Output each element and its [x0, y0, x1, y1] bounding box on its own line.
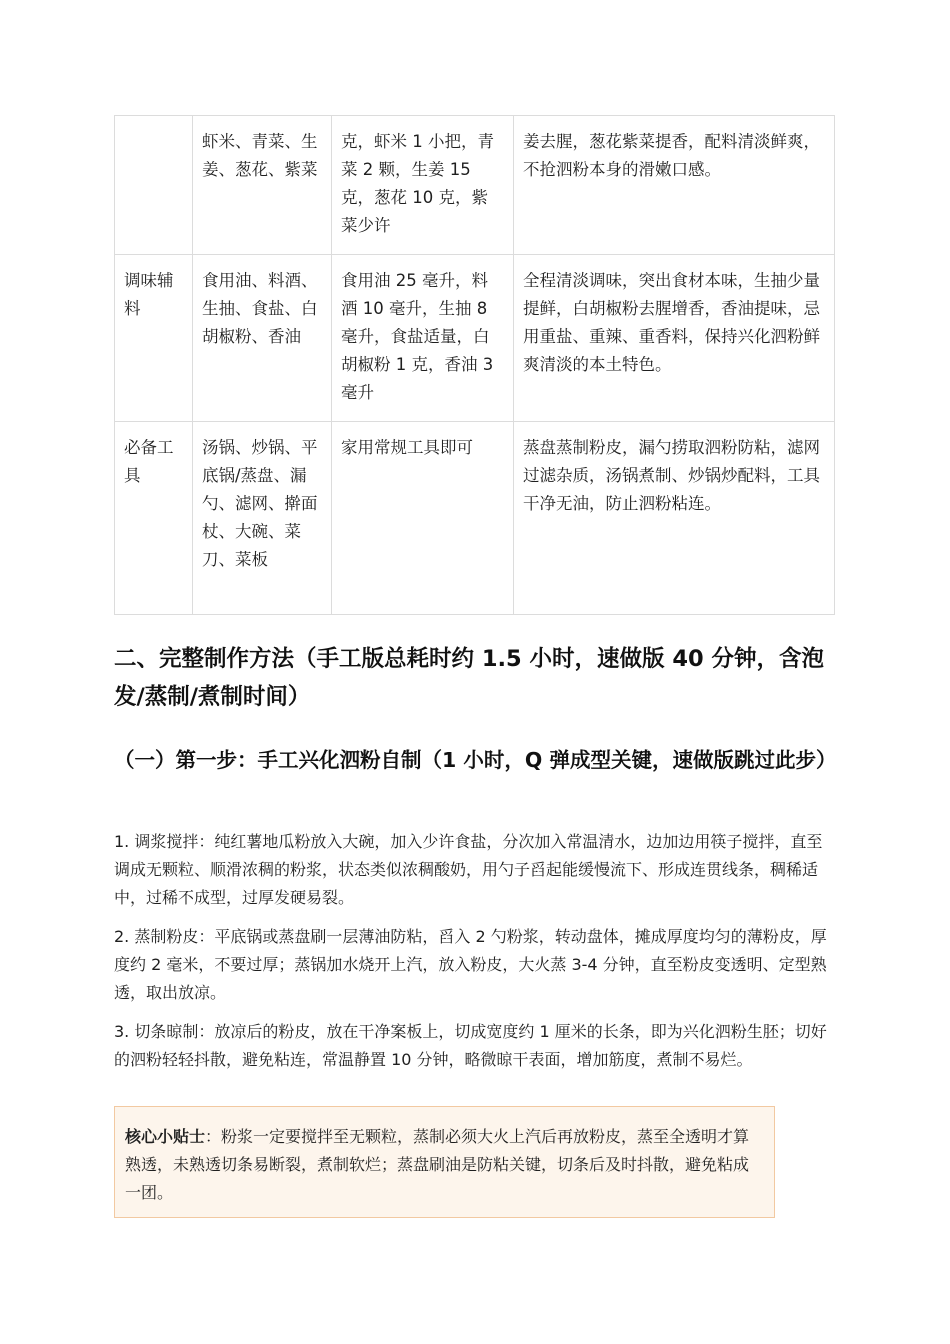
table-cell-category: 必备工具	[115, 422, 193, 615]
ingredients-table	[114, 115, 835, 615]
step-list	[114, 828, 838, 1085]
tip-label: 核心小贴士	[125, 1127, 206, 1146]
table-cell-note: 蒸盘蒸制粉皮，漏勺捞取泗粉防粘，滤网过滤杂质，汤锅煮制、炒锅炒配料，工具干净无油，防止泗粉粘连。	[514, 422, 835, 615]
step-item: 2. 蒸制粉皮：平底锅或蒸盘刷一层薄油防粘，舀入 2 勺粉浆，转动盘体，摊成厚度均匀的薄粉皮，厚度约 2 毫米，不要过厚；蒸锅加水烧开上汽，放入粉皮，大火蒸 3-4 分钟，直至粉皮变透明、定型熟透，取出放凉。	[114, 927, 827, 1002]
table-cell-amount: 家用常规工具即可	[332, 422, 514, 615]
table-row	[115, 116, 835, 255]
table-cell-note: 姜去腥，葱花紫菜提香，配料清淡鲜爽，不抢泗粉本身的滑嫩口感。	[514, 116, 835, 255]
step-item: 1. 调浆搅拌：纯红薯地瓜粉放入大碗，加入少许食盐，分次加入常温清水，边加边用筷子搅拌，直至调成无颗粒、顺滑浓稠的粉浆，状态类似浓稠酸奶，用勺子舀起能缓慢流下、形成连贯线条，稠稀适中，过稀不成型，过厚发硬易裂。	[114, 832, 823, 907]
table-cell-category: 调味辅料	[115, 255, 193, 422]
tip-box	[114, 1106, 775, 1218]
table-cell-items: 汤锅、炒锅、平底锅/蒸盘、漏勺、滤网、擀面杖、大碗、菜刀、菜板	[193, 422, 332, 615]
table-cell-category	[115, 116, 193, 255]
table-cell-note: 全程清淡调味，突出食材本味，生抽少量提鲜，白胡椒粉去腥增香，香油提味，忌用重盐、重辣、重香料，保持兴化泗粉鲜爽清淡的本土特色。	[514, 255, 835, 422]
table-cell-items: 虾米、青菜、生姜、葱花、紫菜	[193, 116, 332, 255]
table-cell-items: 食用油、料酒、生抽、食盐、白胡椒粉、香油	[193, 255, 332, 422]
table-row	[115, 422, 835, 615]
tip-text: ：粉浆一定要搅拌至无颗粒，蒸制必须大火上汽后再放粉皮，蒸至全透明才算熟透，未熟透切条易断裂，煮制软烂；蒸盘刷油是防粘关键，切条后及时抖散，避免粘成一团。	[125, 1127, 750, 1202]
table-cell-amount: 克，虾米 1 小把，青菜 2 颗，生姜 15 克，葱花 10 克，紫菜少许	[332, 116, 514, 255]
step-item: 3. 切条晾制：放凉后的粉皮，放在干净案板上，切成宽度约 1 厘米的长条，即为兴化泗粉生胚；切好的泗粉轻轻抖散，避免粘连，常温静置 10 分钟，略微晾干表面，增加筋度，煮制不易烂。	[114, 1022, 827, 1069]
table-row	[115, 255, 835, 422]
subsection-heading: （一）第一步：手工兴化泗粉自制（1 小时，Q 弹成型关键，速做版跳过此步）	[114, 748, 837, 772]
table-cell-amount: 食用油 25 毫升，料酒 10 毫升，生抽 8 毫升，食盐适量，白胡椒粉 1 克，香油 3 毫升	[332, 255, 514, 422]
section-heading: 二、完整制作方法（手工版总耗时约 1.5 小时，速做版 40 分钟，含泡发/蒸制/煮制时间）	[114, 646, 825, 710]
